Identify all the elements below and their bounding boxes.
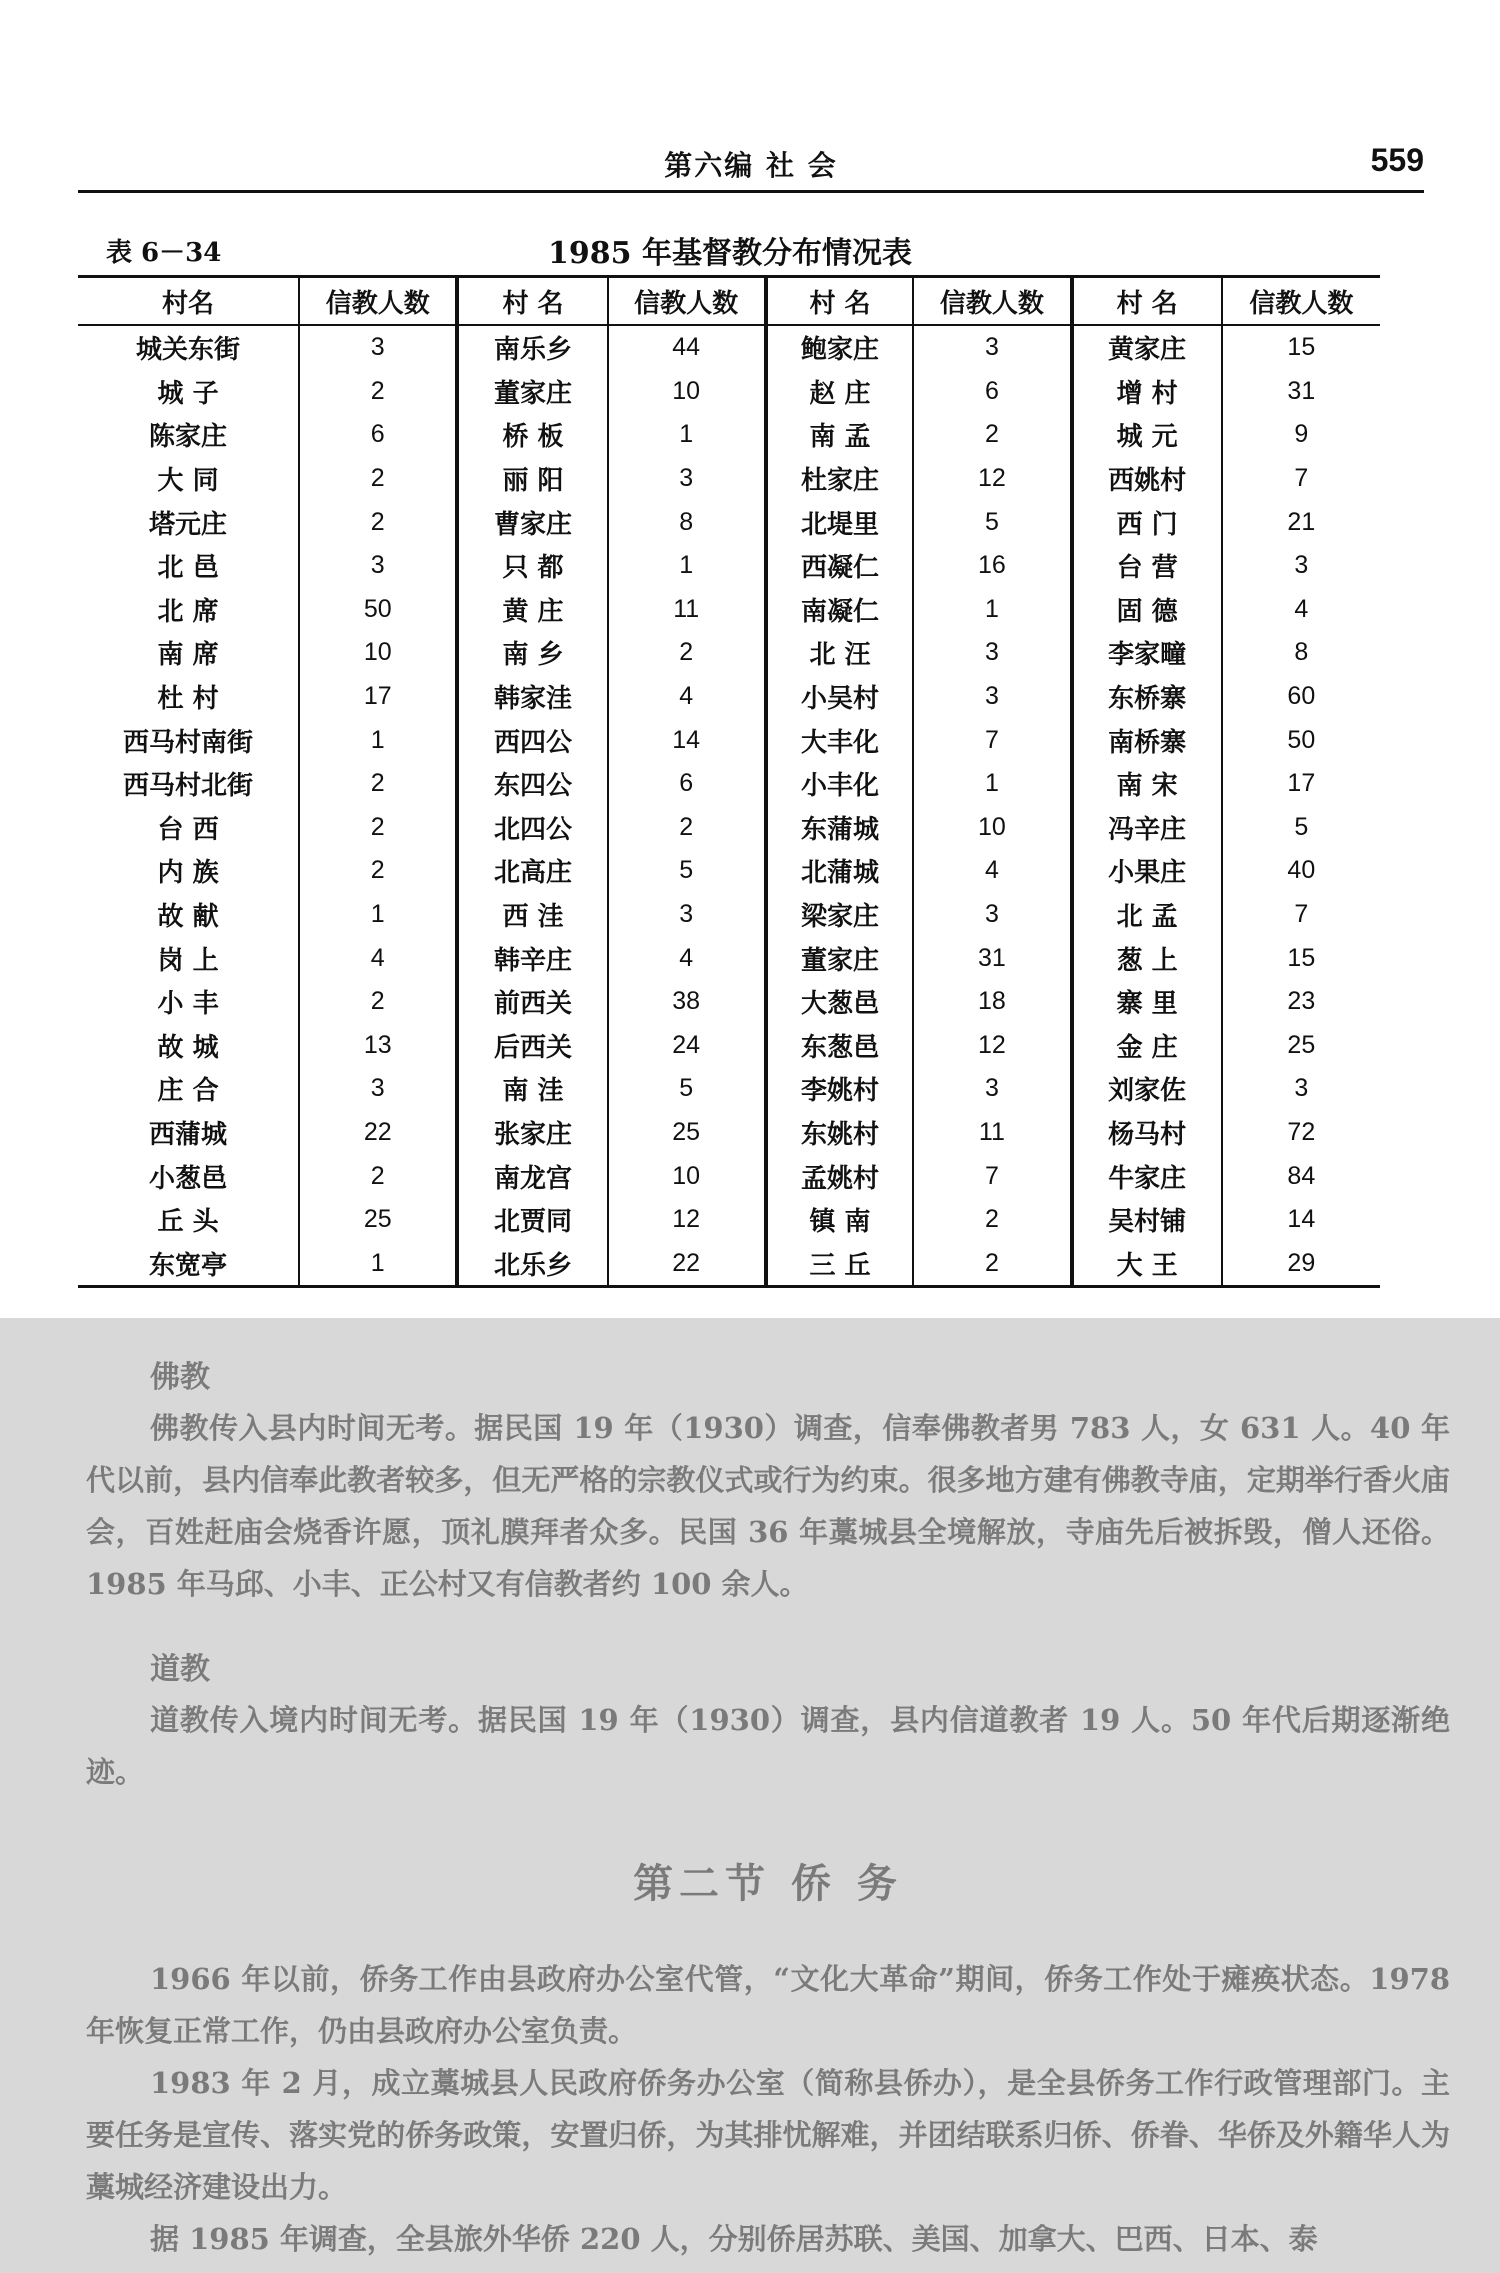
believer-count-cell: 2 [299,370,457,414]
buddhism-paragraph: 佛教传入县内时间无考。据民国 19 年（1930）调查，信奉佛教者男 783 人，女 631 人。40 年代以前，县内信奉此教者较多，但无严格的宗教仪式或行为约束。很多地方建有佛教寺庙，定期举行香火庙会，百姓赶庙会烧香许愿，顶礼膜拜者众多。民国 36 年藁城县全境解放，寺庙先后被拆毁，僧人还俗。1985 年马邱、小丰、正公村又有信教者约 100 余人。 [86,1411,1450,1601]
believer-count-cell: 14 [1222,1198,1380,1242]
village-name-cell: 南龙宫 [457,1154,607,1198]
village-name-cell: 鲍家庄 [766,325,913,370]
believer-count-cell: 5 [608,849,766,893]
village-name-cell: 黄 庄 [457,588,607,632]
village-name-cell: 镇 南 [766,1198,913,1242]
christianity-distribution-table [78,275,1380,1288]
village-name-cell: 固 德 [1072,588,1222,632]
table-row [78,718,1380,762]
believer-count-cell: 6 [299,413,457,457]
body-text-region [0,1318,1500,2273]
page-number: 559 [1370,142,1424,178]
village-name-cell: 大 同 [157,466,219,497]
believer-count-cell: 2 [299,806,457,850]
village-name-cell: 西 洼 [457,893,607,937]
village-name-cell: 陈家庄 [149,422,228,453]
believer-count-cell: 1 [299,893,457,937]
believer-count-cell: 22 [608,1241,766,1286]
village-name-cell: 赵 庄 [766,370,913,414]
village-name-cell: 杜家庄 [766,457,913,501]
village-name-cell: 增 村 [1072,370,1222,414]
believer-count-cell: 3 [913,1067,1071,1111]
believer-count-cell: 84 [1222,1154,1380,1198]
believer-count-cell: 3 [913,631,1071,675]
table-row [78,893,1380,937]
village-name-cell: 黄家庄 [1072,325,1222,370]
village-name-cell: 杨马村 [1072,1111,1222,1155]
village-name-cell: 小吴村 [766,675,913,719]
village-name-cell: 小果庄 [1072,849,1222,893]
village-name-cell: 北蒲城 [766,849,913,893]
believer-count-cell: 5 [608,1067,766,1111]
village-name-cell: 小丰化 [766,762,913,806]
village-name-cell: 孟姚村 [766,1154,913,1198]
believer-count-cell: 40 [1222,849,1380,893]
column-header: 村 名 [1072,277,1222,326]
village-name-cell: 刘家佐 [1072,1067,1222,1111]
believer-count-cell: 31 [1222,370,1380,414]
table-row [78,849,1380,893]
village-name-cell: 台 西 [157,814,219,845]
believer-count-cell: 2 [299,457,457,501]
believer-count-cell: 14 [608,718,766,762]
village-name-cell: 南 宋 [1072,762,1222,806]
believer-count-cell: 9 [1222,413,1380,457]
overseas-paragraph-1: 1966 年以前，侨务工作由县政府办公室代管，“文化大革命”期间，侨务工作处于瘫痪状态。1978 年恢复正常工作，仍由县政府办公室负责。 [86,1962,1450,2048]
table-row [78,980,1380,1024]
believer-count-cell: 2 [913,413,1071,457]
table-row [78,675,1380,719]
believer-count-cell: 3 [608,893,766,937]
believer-count-cell: 72 [1222,1111,1380,1155]
table-row [78,1154,1380,1198]
village-name-cell: 三 丘 [766,1241,913,1286]
table-row [78,413,1380,457]
village-name-cell: 吴村铺 [1072,1198,1222,1242]
believer-count-cell: 60 [1222,675,1380,719]
village-name-cell: 南 乡 [457,631,607,675]
column-header: 村 名 [766,277,913,326]
believer-count-cell: 1 [299,718,457,762]
column-header: 信教人数 [608,277,766,326]
village-name-cell: 东蒲城 [766,806,913,850]
believer-count-cell: 3 [299,1067,457,1111]
believer-count-cell: 4 [608,936,766,980]
table-row [78,806,1380,850]
believer-count-cell: 6 [913,370,1071,414]
village-name-cell: 内 族 [157,858,219,889]
village-name-cell: 东宽亭 [149,1250,228,1281]
village-name-cell: 西马村北街 [123,771,254,802]
village-name-cell: 西姚村 [1072,457,1222,501]
believer-count-cell: 5 [1222,806,1380,850]
believer-count-cell: 1 [608,413,766,457]
table-body [78,325,1380,1287]
believer-count-cell: 11 [913,1111,1071,1155]
village-name-cell: 西马村南街 [123,727,254,758]
village-name-cell: 韩辛庄 [457,936,607,980]
believer-count-cell: 10 [608,1154,766,1198]
village-name-cell: 小葱邑 [149,1163,228,1194]
believer-count-cell: 4 [608,675,766,719]
believer-count-cell: 5 [913,500,1071,544]
village-name-cell: 南乐乡 [457,325,607,370]
believer-count-cell: 44 [608,325,766,370]
village-name-cell: 李家疃 [1072,631,1222,675]
believer-count-cell: 4 [913,849,1071,893]
village-name-cell: 故 城 [157,1032,219,1063]
village-name-cell: 北 汪 [766,631,913,675]
village-name-cell: 城关东街 [136,335,241,366]
village-name-cell: 塔元庄 [149,509,228,540]
believer-count-cell: 1 [299,1241,457,1286]
village-name-cell: 前西关 [457,980,607,1024]
believer-count-cell: 8 [1222,631,1380,675]
table-title: 1985 年基督教分布情况表 [548,236,912,271]
believer-count-cell: 23 [1222,980,1380,1024]
village-name-cell: 冯辛庄 [1072,806,1222,850]
village-name-cell: 丽 阳 [457,457,607,501]
table-row [78,370,1380,414]
believer-count-cell: 22 [299,1111,457,1155]
village-name-cell: 张家庄 [457,1111,607,1155]
believer-count-cell: 3 [299,544,457,588]
column-header: 信教人数 [913,277,1071,326]
believer-count-cell: 3 [1222,1067,1380,1111]
believer-count-cell: 1 [913,588,1071,632]
believer-count-cell: 7 [913,1154,1071,1198]
village-name-cell: 东桥寨 [1072,675,1222,719]
village-name-cell: 庄 合 [157,1076,219,1107]
believer-count-cell: 2 [299,500,457,544]
believer-count-cell: 1 [608,544,766,588]
table-row [78,544,1380,588]
taoism-heading: 道教 [150,1652,210,1687]
village-name-cell: 只 都 [457,544,607,588]
village-name-cell: 岗 上 [157,945,219,976]
village-name-cell: 韩家洼 [457,675,607,719]
village-name-cell: 西四公 [457,718,607,762]
village-name-cell: 大 王 [1072,1241,1222,1286]
believer-count-cell: 10 [299,631,457,675]
table-row [78,762,1380,806]
column-header: 村名 [78,277,299,326]
believer-count-cell: 3 [913,675,1071,719]
believer-count-cell: 12 [608,1198,766,1242]
believer-count-cell: 25 [1222,1024,1380,1068]
table-header-row [78,277,1380,326]
section-title: 第二节 侨 务 [633,1860,903,1907]
table-row [78,325,1380,370]
believer-count-cell: 4 [299,936,457,980]
believer-count-cell: 6 [608,762,766,806]
believer-count-cell: 12 [913,457,1071,501]
believer-count-cell: 3 [299,325,457,370]
buddhism-heading: 佛教 [150,1360,210,1395]
believer-count-cell: 8 [608,500,766,544]
believer-count-cell: 25 [299,1198,457,1242]
village-name-cell: 大丰化 [766,718,913,762]
village-name-cell: 董家庄 [457,370,607,414]
column-header: 村 名 [457,277,607,326]
believer-count-cell: 11 [608,588,766,632]
believer-count-cell: 7 [1222,893,1380,937]
believer-count-cell: 17 [1222,762,1380,806]
village-name-cell: 北乐乡 [457,1241,607,1286]
believer-count-cell: 2 [299,849,457,893]
village-name-cell: 台 营 [1072,544,1222,588]
village-name-cell: 李姚村 [766,1067,913,1111]
village-name-cell: 梁家庄 [766,893,913,937]
village-name-cell: 牛家庄 [1072,1154,1222,1198]
table-row [78,1198,1380,1242]
village-name-cell: 杜 村 [157,684,219,715]
table-row [78,1111,1380,1155]
village-name-cell: 南 孟 [766,413,913,457]
believer-count-cell: 10 [608,370,766,414]
village-name-cell: 后西关 [457,1024,607,1068]
village-name-cell: 东葱邑 [766,1024,913,1068]
believer-count-cell: 2 [299,762,457,806]
village-name-cell: 南凝仁 [766,588,913,632]
believer-count-cell: 2 [299,980,457,1024]
believer-count-cell: 31 [913,936,1071,980]
believer-count-cell: 2 [299,1154,457,1198]
village-name-cell: 西蒲城 [149,1119,228,1150]
table-number: 表 6－34 [106,238,222,268]
believer-count-cell: 29 [1222,1241,1380,1286]
table-row [78,457,1380,501]
village-name-cell: 北 席 [157,596,219,627]
village-name-cell: 曹家庄 [457,500,607,544]
village-name-cell: 北 孟 [1072,893,1222,937]
table-row [78,1241,1380,1286]
taoism-paragraph: 道教传入境内时间无考。据民国 19 年（1930）调查，县内信道教者 19 人。50 年代后期逐渐绝迹。 [86,1703,1450,1789]
village-name-cell: 城 元 [1072,413,1222,457]
village-name-cell: 故 献 [157,902,219,933]
village-name-cell: 寨 里 [1072,980,1222,1024]
believer-count-cell: 2 [608,806,766,850]
believer-count-cell: 3 [608,457,766,501]
believer-count-cell: 3 [1222,544,1380,588]
believer-count-cell: 7 [913,718,1071,762]
believer-count-cell: 4 [1222,588,1380,632]
believer-count-cell: 15 [1222,936,1380,980]
village-name-cell: 城 子 [157,378,219,409]
village-name-cell: 东四公 [457,762,607,806]
village-name-cell: 北 邑 [157,553,219,584]
village-name-cell: 大葱邑 [766,980,913,1024]
believer-count-cell: 10 [913,806,1071,850]
believer-count-cell: 12 [913,1024,1071,1068]
believer-count-cell: 2 [608,631,766,675]
page-header [78,138,1424,193]
believer-count-cell: 7 [1222,457,1380,501]
believer-count-cell: 50 [1222,718,1380,762]
village-name-cell: 北贾同 [457,1198,607,1242]
table-row [78,500,1380,544]
village-name-cell: 金 庄 [1072,1024,1222,1068]
overseas-paragraph-2: 1983 年 2 月，成立藁城县人民政府侨务办公室（简称县侨办），是全县侨务工作行政管理部门。主要任务是宣传、落实党的侨务政策，安置归侨，为其排忧解难，并团结联系归侨、侨眷、华侨及外籍华人为藁城经济建设出力。 [86,2066,1450,2204]
column-header: 信教人数 [1222,277,1380,326]
table-row [78,936,1380,980]
village-name-cell: 北高庄 [457,849,607,893]
believer-count-cell: 16 [913,544,1071,588]
village-name-cell: 小 丰 [157,989,219,1020]
village-name-cell: 北四公 [457,806,607,850]
village-name-cell: 南 席 [157,640,219,671]
believer-count-cell: 15 [1222,325,1380,370]
village-name-cell: 西 门 [1072,500,1222,544]
table-row [78,1024,1380,1068]
believer-count-cell: 13 [299,1024,457,1068]
village-name-cell: 东姚村 [766,1111,913,1155]
believer-count-cell: 25 [608,1111,766,1155]
village-name-cell: 丘 头 [157,1207,219,1238]
village-name-cell: 北堤里 [766,500,913,544]
believer-count-cell: 2 [913,1198,1071,1242]
believer-count-cell: 17 [299,675,457,719]
believer-count-cell: 50 [299,588,457,632]
table-row [78,631,1380,675]
believer-count-cell: 24 [608,1024,766,1068]
village-name-cell: 南 洼 [457,1067,607,1111]
believer-count-cell: 18 [913,980,1071,1024]
believer-count-cell: 2 [913,1241,1071,1286]
table-caption [80,222,1380,272]
believer-count-cell: 21 [1222,500,1380,544]
believer-count-cell: 1 [913,762,1071,806]
table-row [78,1067,1380,1111]
village-name-cell: 西凝仁 [766,544,913,588]
table-row [78,588,1380,632]
column-header: 信教人数 [299,277,457,326]
village-name-cell: 南桥寨 [1072,718,1222,762]
overseas-paragraph-3: 据 1985 年调查，全县旅外华侨 220 人，分别侨居苏联、美国、加拿大、巴西、日本、泰 [150,2222,1318,2256]
village-name-cell: 葱 上 [1072,936,1222,980]
village-name-cell: 董家庄 [766,936,913,980]
chapter-title: 第六编 社 会 [664,149,838,182]
village-name-cell: 桥 板 [457,413,607,457]
believer-count-cell: 38 [608,980,766,1024]
believer-count-cell: 3 [913,325,1071,370]
believer-count-cell: 3 [913,893,1071,937]
